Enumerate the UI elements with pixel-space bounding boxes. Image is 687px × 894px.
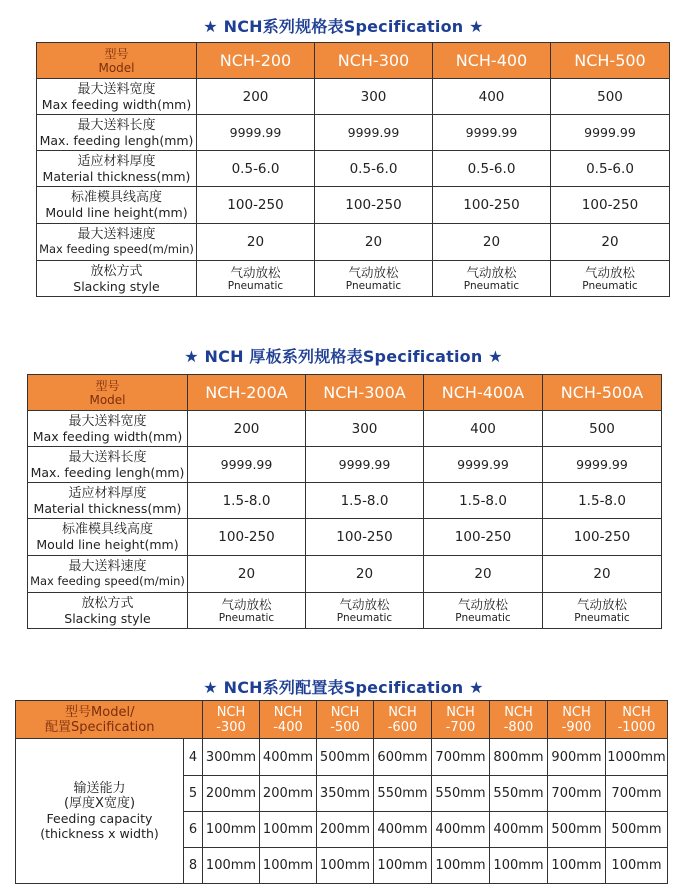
table-cell: 700mm — [606, 776, 668, 812]
table-cell: 500mm — [606, 812, 668, 848]
table-cell: 9999.99 — [315, 115, 433, 151]
thickness-cell: 6 — [184, 812, 203, 848]
table-row — [37, 224, 670, 261]
table-cell: 100mm — [606, 848, 668, 884]
table-cell: 20 — [543, 556, 662, 593]
slack-value-zh: 气动放松 — [576, 597, 627, 612]
table-cell: 9999.99 — [551, 115, 670, 151]
model-name: NCH -400 — [260, 701, 317, 739]
thickness-cell: 8 — [184, 848, 203, 884]
model-name: NCH -800 — [490, 701, 548, 739]
slack-value-en: Pneumatic — [455, 612, 511, 624]
table-cell: 100-250 — [188, 519, 306, 556]
table-cell: 100mm — [260, 848, 317, 884]
config-table-nch — [15, 700, 668, 884]
table-cell: 20 — [424, 556, 543, 593]
slack-value-en: Pneumatic — [582, 280, 638, 292]
model-name: NCH-300A — [306, 375, 424, 411]
table-cell: 200 — [188, 411, 306, 447]
table-cell: 20 — [197, 224, 315, 261]
row-label-zh: 适应材料厚度 — [77, 153, 156, 169]
table-cell: 100mm — [490, 848, 548, 884]
row-label-en: Material thickness(mm) — [42, 168, 191, 184]
table-row — [37, 151, 670, 187]
spec-table-nch-thick — [27, 374, 662, 629]
table-cell: 100mm — [260, 812, 317, 848]
table-cell: 300 — [315, 79, 433, 115]
feeding-capacity-label — [16, 739, 184, 884]
slack-value-en: Pneumatic — [227, 280, 284, 292]
table-row — [28, 519, 662, 556]
table-cell: 300 — [306, 411, 424, 447]
model-name: NCH -300 — [203, 701, 260, 739]
thickness-cell: 4 — [184, 739, 203, 776]
table-cell: 0.5-6.0 — [433, 151, 551, 187]
row-label-zh: 最大送料速度 — [68, 559, 147, 574]
model-name: NCH-200 — [197, 43, 315, 79]
table-cell: 20 — [433, 224, 551, 261]
model-header-en: Model — [89, 392, 126, 407]
table-cell: 0.5-6.0 — [197, 151, 315, 187]
row-label-en: Max. feeding lengh(mm) — [30, 464, 185, 480]
table-cell: 9999.99 — [197, 115, 315, 151]
table-cell: 500 — [543, 411, 662, 447]
table-cell: 100-250 — [424, 519, 543, 556]
model-header-cell — [37, 43, 197, 79]
table-cell: 100-250 — [197, 187, 315, 224]
model-name: NCH-500A — [543, 375, 662, 411]
table-cell: 600mm — [374, 739, 432, 776]
slack-value-zh: 气动放松 — [339, 597, 390, 612]
table-cell: 1000mm — [606, 739, 668, 776]
capacity-label-zh1: 输送能力 — [73, 781, 126, 796]
slack-value-zh: 气动放松 — [348, 265, 399, 280]
table-cell: 400 — [433, 79, 551, 115]
table-cell: 400mm — [374, 812, 432, 848]
table-row — [37, 115, 670, 151]
row-label-en: Material thickness(mm) — [33, 500, 182, 516]
table-cell: 100mm — [432, 848, 490, 884]
row-label-zh: 放松方式 — [81, 595, 134, 611]
table-row — [28, 556, 662, 593]
table-cell: 0.5-6.0 — [551, 151, 670, 187]
table1-title: ★ NCH系列规格表Specification ★ — [203, 17, 484, 36]
slack-value-en: Pneumatic — [218, 612, 275, 624]
slack-value-en: Pneumatic — [345, 280, 402, 292]
table-cell: 550mm — [432, 776, 490, 812]
row-label-en: Max feeding speed(m/min) — [30, 574, 185, 588]
table-cell: 700mm — [432, 739, 490, 776]
table-cell: 100-250 — [551, 187, 670, 224]
table2-title: ★ NCH 厚板系列规格表Specification ★ — [184, 347, 503, 366]
table-cell: 0.5-6.0 — [315, 151, 433, 187]
table-cell: 400mm — [432, 812, 490, 848]
capacity-label-en2: (thickness x width) — [40, 826, 159, 841]
table-cell: 9999.99 — [433, 115, 551, 151]
model-name: NCH-200A — [188, 375, 306, 411]
row-label-en: Max. feeding lengh(mm) — [39, 132, 194, 148]
table-cell: 500mm — [548, 812, 606, 848]
row-label-zh: 最大送料速度 — [77, 227, 156, 242]
table-cell: 100-250 — [306, 519, 424, 556]
row-label-en: Slacking style — [73, 278, 160, 294]
table-row — [37, 79, 670, 115]
table-cell: 350mm — [317, 776, 374, 812]
row-label-en: Max feeding speed(m/min) — [39, 242, 194, 256]
config-header-line2: 配置Specification — [45, 719, 155, 735]
table-cell: 400mm — [260, 739, 317, 776]
row-label-zh: 标准模具线高度 — [61, 522, 153, 537]
row-label-zh: 最大送料长度 — [77, 117, 156, 133]
table-cell: 200mm — [260, 776, 317, 812]
row-label-zh: 标准模具线高度 — [70, 190, 162, 205]
table-cell: 550mm — [374, 776, 432, 812]
model-name: NCH -500 — [317, 701, 374, 739]
row-label-zh: 最大送料宽度 — [77, 81, 156, 97]
table-cell: 700mm — [548, 776, 606, 812]
row-label-en: Slacking style — [64, 610, 151, 626]
table-cell: 100mm — [548, 848, 606, 884]
table-cell: 1.5-8.0 — [188, 483, 306, 519]
table-cell: 200mm — [203, 776, 260, 812]
capacity-label-en1: Feeding capacity — [46, 811, 153, 826]
table-cell: 100mm — [317, 848, 374, 884]
table-cell: 200mm — [317, 812, 374, 848]
model-name: NCH-400 — [433, 43, 551, 79]
row-label-en: Max feeding width(mm) — [32, 428, 183, 444]
table-row — [28, 447, 662, 483]
model-name: NCH -1000 — [606, 701, 668, 739]
table-cell: 1.5-8.0 — [424, 483, 543, 519]
table-cell: 300mm — [203, 739, 260, 776]
config-header-cell — [16, 701, 184, 739]
slack-value-en: Pneumatic — [463, 280, 520, 292]
slack-value-zh: 气动放松 — [457, 597, 508, 612]
table-row — [37, 261, 670, 297]
config-header-line1: 型号Model/ — [65, 704, 135, 720]
table-row — [37, 187, 670, 224]
table-cell: 9999.99 — [188, 447, 306, 483]
table-cell: 100-250 — [433, 187, 551, 224]
table-row — [28, 483, 662, 519]
thickness-cell: 5 — [184, 776, 203, 812]
table-cell: 400 — [424, 411, 543, 447]
table-cell: 20 — [306, 556, 424, 593]
row-label-zh: 适应材料厚度 — [68, 485, 147, 501]
table-cell: 1.5-8.0 — [543, 483, 662, 519]
table-cell: 200 — [197, 79, 315, 115]
table-cell: 100-250 — [543, 519, 662, 556]
model-name: NCH -600 — [374, 701, 432, 739]
model-name: NCH-400A — [424, 375, 543, 411]
table-cell: 9999.99 — [543, 447, 662, 483]
table-cell: 9999.99 — [306, 447, 424, 483]
table-cell: 100mm — [374, 848, 432, 884]
table3-title: ★ NCH系列配置表Specification ★ — [203, 678, 484, 697]
row-label-zh: 最大送料长度 — [68, 449, 147, 465]
model-header-zh: 型号 — [95, 378, 120, 393]
slack-value-zh: 气动放松 — [230, 265, 281, 280]
table-cell: 1.5-8.0 — [306, 483, 424, 519]
table-cell: 100-250 — [315, 187, 433, 224]
slack-value-zh: 气动放松 — [584, 265, 635, 280]
table-row — [16, 739, 668, 776]
row-label-en: Max feeding width(mm) — [41, 96, 192, 112]
table-cell: 550mm — [490, 776, 548, 812]
table-cell: 100mm — [203, 812, 260, 848]
model-header-cell — [28, 375, 188, 411]
table-row — [28, 593, 662, 629]
model-name: NCH-300 — [315, 43, 433, 79]
table-cell: 900mm — [548, 739, 606, 776]
model-name: NCH -700 — [432, 701, 490, 739]
table-row — [28, 411, 662, 447]
table-cell: 500mm — [317, 739, 374, 776]
slack-value-en: Pneumatic — [336, 612, 393, 624]
slack-value-en: Pneumatic — [574, 612, 630, 624]
row-label-en: Mould line height(mm) — [45, 205, 188, 220]
row-label-zh: 最大送料宽度 — [68, 413, 147, 429]
model-name: NCH -900 — [548, 701, 606, 739]
table-cell: 20 — [315, 224, 433, 261]
table-cell: 20 — [188, 556, 306, 593]
slack-value-zh: 气动放松 — [221, 597, 272, 612]
slack-value-zh: 气动放松 — [466, 265, 517, 280]
table-cell: 9999.99 — [424, 447, 543, 483]
row-label-zh: 放松方式 — [90, 263, 143, 279]
spec-table-nch — [36, 42, 670, 297]
table-cell: 20 — [551, 224, 670, 261]
table-cell: 100mm — [203, 848, 260, 884]
capacity-label-zh2: (厚度X宽度) — [63, 796, 136, 811]
row-label-en: Mould line height(mm) — [36, 537, 179, 552]
table-cell: 800mm — [490, 739, 548, 776]
table-cell: 500 — [551, 79, 670, 115]
model-name: NCH-500 — [551, 43, 670, 79]
table-cell: 400mm — [490, 812, 548, 848]
model-header-zh: 型号 — [104, 46, 129, 61]
model-header-en: Model — [98, 60, 135, 75]
